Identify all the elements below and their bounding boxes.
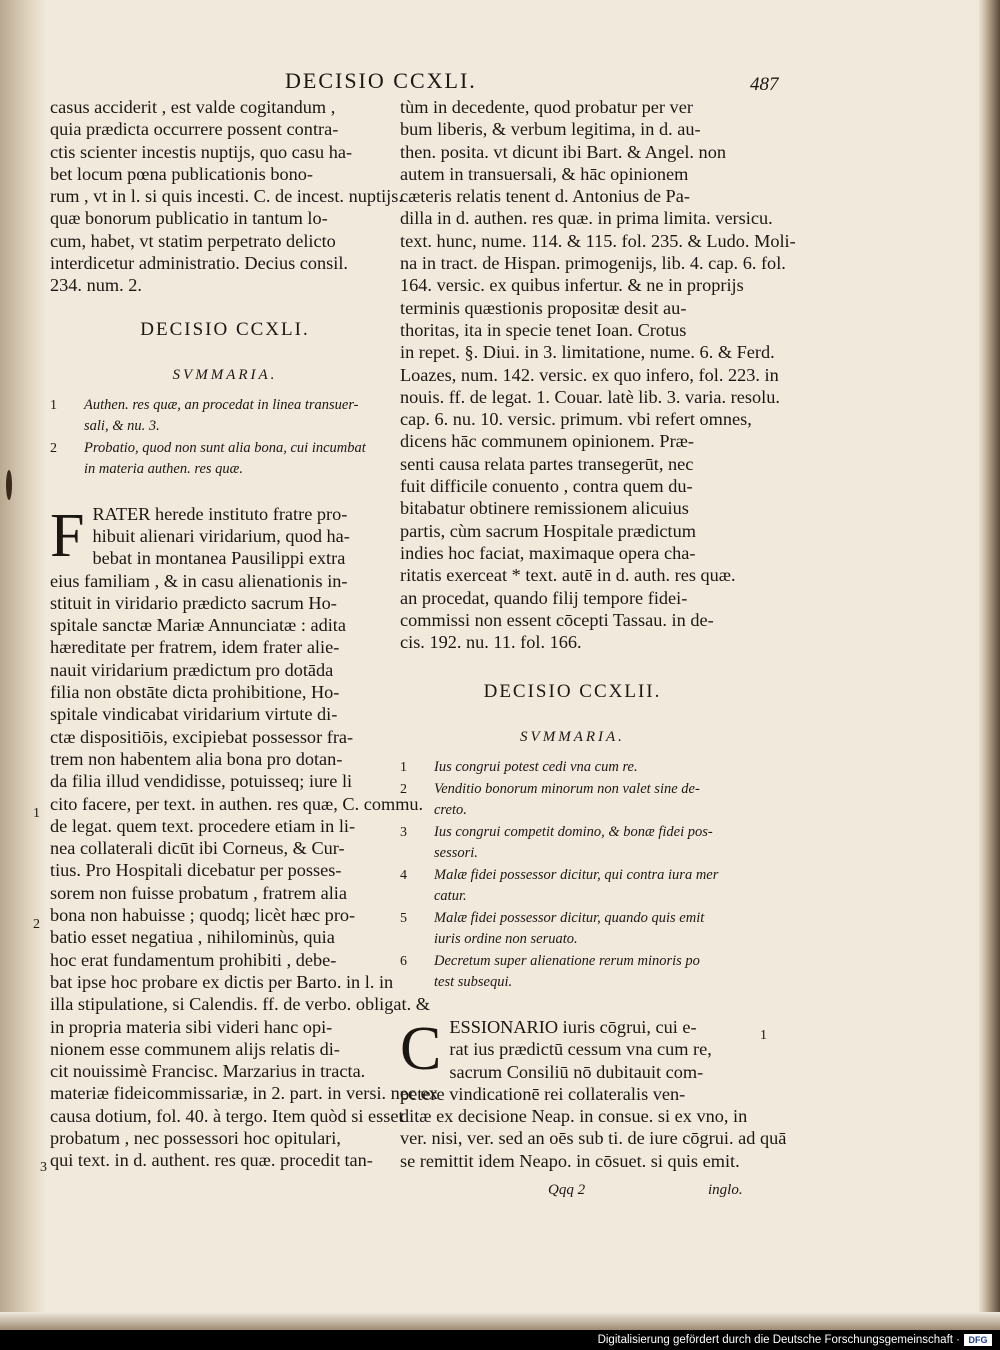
summaria-line: Authen. res quæ, an procedat in linea transuer- <box>84 396 359 413</box>
text-line: hæreditate per fratrem, idem frater alie- <box>50 637 340 658</box>
text-line: probatum , nec possessori hoc opitulari, <box>50 1127 341 1148</box>
page-bottom-shadow <box>0 1312 1000 1330</box>
margin-note-number: 1 <box>33 806 40 821</box>
signature-mark: Qqq 2 <box>548 1182 586 1198</box>
text-line: fuit difficile conuento , contra quem du- <box>400 476 693 497</box>
text-line: 164. versic. ex quibus infertur. & ne in proprijs <box>400 275 744 296</box>
summaria-number: 6 <box>400 953 407 969</box>
text-line: hoc erat fundamentum prohibiti , debe- <box>50 949 337 970</box>
summaria-number: 3 <box>400 824 407 840</box>
text-line: terminis quæstionis propositæ desit au- <box>400 297 687 318</box>
decisio-242-heading: DECISIO CCXLII. <box>483 681 662 703</box>
text-line: cis. 192. nu. 11. fol. 166. <box>400 632 582 653</box>
summaria-item <box>50 438 400 481</box>
summaria-line: iuris ordine non seruato. <box>434 931 578 948</box>
summaria-line: sali, & nu. 3. <box>84 418 160 435</box>
text-line: bum liberis, & verbum legitima, in d. au- <box>400 119 701 140</box>
catchword: inglo. <box>708 1182 743 1198</box>
text-line: 234. num. 2. <box>50 275 142 296</box>
ink-mark <box>6 470 12 500</box>
text-line: Loazes, num. 142. versic. ex quo infero, fol. 223. in <box>400 364 779 385</box>
text-line: in propria materia sibi videri hanc opi- <box>50 1016 333 1037</box>
text-line: interdicetur administratio. Decius consil. <box>50 253 349 274</box>
text-line: tius. Pro Hospitali dicebatur per posses- <box>50 860 342 881</box>
page-number: 487 <box>750 74 779 95</box>
summaria-item <box>400 779 745 822</box>
text-line: quia prædicta occurrere possent contra- <box>50 119 339 140</box>
text-line: dilla in d. authen. res quæ. in prima limita. versicu. <box>400 208 773 229</box>
summaria-number: 2 <box>400 781 407 797</box>
summaria-item <box>400 908 745 951</box>
page-edge-shadow <box>978 0 1000 1330</box>
text-line: sorem non fuisse probatum , fratrem alia <box>50 882 347 903</box>
summaria-item <box>50 395 400 438</box>
text-line: rum , vt in l. si quis incesti. C. de incest. nuptijs. <box>50 186 403 207</box>
text-line: ditæ ex decisione Neap. in consue. si ex vno, in <box>400 1106 748 1127</box>
drop-cap: F <box>50 501 85 570</box>
text-line: trem non habentem alia bona pro dotan- <box>50 748 343 769</box>
continuation-paragraph <box>400 96 796 653</box>
text-line: petere vindicationē rei collateralis ven- <box>400 1083 686 1104</box>
text-line: spitale vindicabat viridarium virtute di- <box>50 704 338 725</box>
summaria-line: Ius congrui potest cedi vna cum re. <box>434 759 638 776</box>
text-line: cap. 6. nu. 10. versic. primum. vbi refert omnes, <box>400 409 752 430</box>
summaria-item <box>400 757 745 779</box>
text-line: senti causa relata partes transegerūt, nec <box>400 453 694 474</box>
text-line: casus acciderit , est valde cogitandum , <box>50 97 336 117</box>
text-line: materiæ fideicommissariæ, in 2. part. in versi. nec ex <box>50 1083 438 1104</box>
page-gutter-shadow <box>0 0 45 1330</box>
text-line: batio esset negatiua , nihilominùs, quia <box>50 927 335 948</box>
text-line: quæ bonorum publicatio in tantum lo- <box>50 208 328 229</box>
text-line: bona non habuisse ; quodq; licèt hæc pro- <box>50 905 356 926</box>
text-line: nouis. ff. de legat. 1. Couar. latè lib. 3. varia. resolu. <box>400 386 780 407</box>
text-line: nionem esse communem alijs relatis di- <box>50 1038 340 1059</box>
summaria-line: Malæ fidei possessor dicitur, quando quis emit <box>434 909 705 926</box>
text-line: RATER herede instituto fratre pro- <box>92 503 348 524</box>
text-line: sacrum Consiliū nō dubitauit com- <box>449 1061 704 1082</box>
text-line: stituit in viridario prædicto sacrum Ho- <box>50 592 337 613</box>
drop-cap: C <box>400 1014 442 1083</box>
text-line: spitale sanctæ Mariæ Annunciatæ : adita <box>50 615 346 636</box>
summaria-line: Probatio, quod non sunt alia bona, cui incumbat <box>84 439 366 456</box>
summaria-number: 1 <box>50 397 57 413</box>
text-line: nea collaterali dicūt ibi Corneus, & Cur- <box>50 838 345 859</box>
text-line: eius familiam , & in casu alienationis in- <box>50 570 348 591</box>
summaria-line: creto. <box>434 802 467 819</box>
text-line: illa stipulatione, si Calendis. ff. de verbo. obligat. & <box>50 994 430 1015</box>
running-head: DECISIO CCXLI. <box>285 68 477 93</box>
text-line: bet locum pœna publicationis bono- <box>50 163 313 184</box>
text-line: dicens hāc communem opinionem. Præ- <box>400 431 694 452</box>
text-line: bebat in montanea Pausilippi extra <box>92 548 346 569</box>
text-line: rat ius prædictū cessum vna cum re, <box>449 1039 712 1060</box>
footer-credit: Digitalisierung gefördert durch die Deutsche Forschungsgemeinschaft · <box>597 1334 960 1346</box>
summaria-line: sessori. <box>434 845 478 862</box>
text-line: causa dotium, fol. 40. à tergo. Item quòd si esset <box>50 1105 404 1126</box>
text-line: in repet. §. Diui. in 3. limitatione, nume. 6. & Ferd. <box>400 342 775 363</box>
intro-paragraph <box>50 96 403 297</box>
text-line: cæteris relatis tenent d. Antonius de Pa- <box>400 186 690 207</box>
summaria-number: 1 <box>400 760 407 776</box>
summaria-line: Venditio bonorum minorum non valet sine de- <box>434 780 700 797</box>
text-line: ver. nisi, ver. sed an oēs sub ti. de iure cōgrui. ad quā <box>400 1128 787 1149</box>
text-line: de legat. quem text. procedere etiam in li- <box>50 815 356 836</box>
summaria-number: 5 <box>400 910 407 926</box>
text-line: cit nouissimè Francisc. Marzarius in tracta. <box>50 1061 366 1082</box>
decisio-242-body <box>400 1014 787 1172</box>
text-line: then. posita. vt dicunt ibi Bart. & Angel. non <box>400 141 726 162</box>
text-line: bitabatur obtinere remissionem alicuius <box>400 498 689 519</box>
summaria-item <box>400 822 745 865</box>
margin-note-number: 2 <box>33 917 40 932</box>
summaria-line: catur. <box>434 888 467 905</box>
text-line: indies hoc faciat, maximaque opera cha- <box>400 542 696 563</box>
summaria-number: 2 <box>50 440 57 456</box>
text-line: an procedat, quando filij tempore fidei- <box>400 587 688 608</box>
text-line: autem in transuersali, & hāc opinionem <box>400 163 689 184</box>
decisio-241-heading: DECISIO CCXLI. <box>140 318 310 340</box>
summaria-line: Ius congrui competit domino, & bonæ fidei pos- <box>434 823 713 840</box>
margin-note-number: 3 <box>40 1160 47 1175</box>
text-line: hibuit alienari viridarium, quod ha- <box>92 525 350 546</box>
text-line: ritatis exerceat * text. autē in d. auth. res quæ. <box>400 565 736 586</box>
text-line: thoritas, ita in specie tenet Ioan. Crotus <box>400 319 687 340</box>
text-line: ctis scienter incestis nuptijs, quo casu ha- <box>50 141 353 162</box>
text-line: nauit viridarium prædictum pro dotāda <box>50 659 334 680</box>
text-line: cito facere, per text. in authen. res quæ, C. commu. <box>50 793 424 814</box>
text-line: text. hunc, nume. 114. & 115. fol. 235. & Ludo. Moli- <box>400 230 796 251</box>
text-line: na in tract. de Hispan. primogenijs, lib. 4. cap. 6. fol. <box>400 253 786 274</box>
right-column <box>400 96 796 1172</box>
decisio-241-body <box>50 501 438 1172</box>
text-line: partis, cùm sacrum Hospitale prædictum <box>400 520 696 541</box>
summaria-line: in materia authen. res quæ. <box>84 461 243 478</box>
text-line: tùm in decedente, quod probatur per ver <box>400 97 693 117</box>
text-line: da filia illud vendidisse, potuisseq; iure li <box>50 771 353 792</box>
left-column <box>50 96 438 1172</box>
summaria-line: test subsequi. <box>434 974 513 991</box>
footer-bar <box>0 1330 1000 1350</box>
text-line: ctæ dispositiōis, excipiebat possessor fra- <box>50 726 354 747</box>
summaria-title: SVMMARIA. <box>520 729 625 746</box>
text-line: ESSIONARIO iuris cōgrui, cui e- <box>449 1016 697 1037</box>
text-line: cum, habet, vt statim perpetrato delicto <box>50 230 336 251</box>
summaria-line: Decretum super alienatione rerum minoris po <box>434 952 700 969</box>
text-line: filia non obstāte dicta prohibitione, Ho- <box>50 682 340 703</box>
summaria-title: SVMMARIA. <box>172 366 278 383</box>
dfg-logo: DFG <box>964 1334 992 1346</box>
summaria-number: 4 <box>400 867 407 883</box>
text-line: se remittit idem Neapo. in cōsuet. si quis emit. <box>400 1150 740 1171</box>
text-line: commissi non essent cōcepti Tassau. in de- <box>400 609 714 630</box>
text-line: bat ipse hoc probare ex dictis per Barto. in l. in <box>50 971 394 992</box>
summaria-line: Malæ fidei possessor dicitur, qui contra iura mer <box>434 866 719 883</box>
text-line: qui text. in d. authent. res quæ. procedit tan- <box>50 1150 373 1171</box>
summaria-item <box>400 865 745 908</box>
margin-note-number: 1 <box>760 1028 767 1043</box>
summaria-item <box>400 951 745 994</box>
